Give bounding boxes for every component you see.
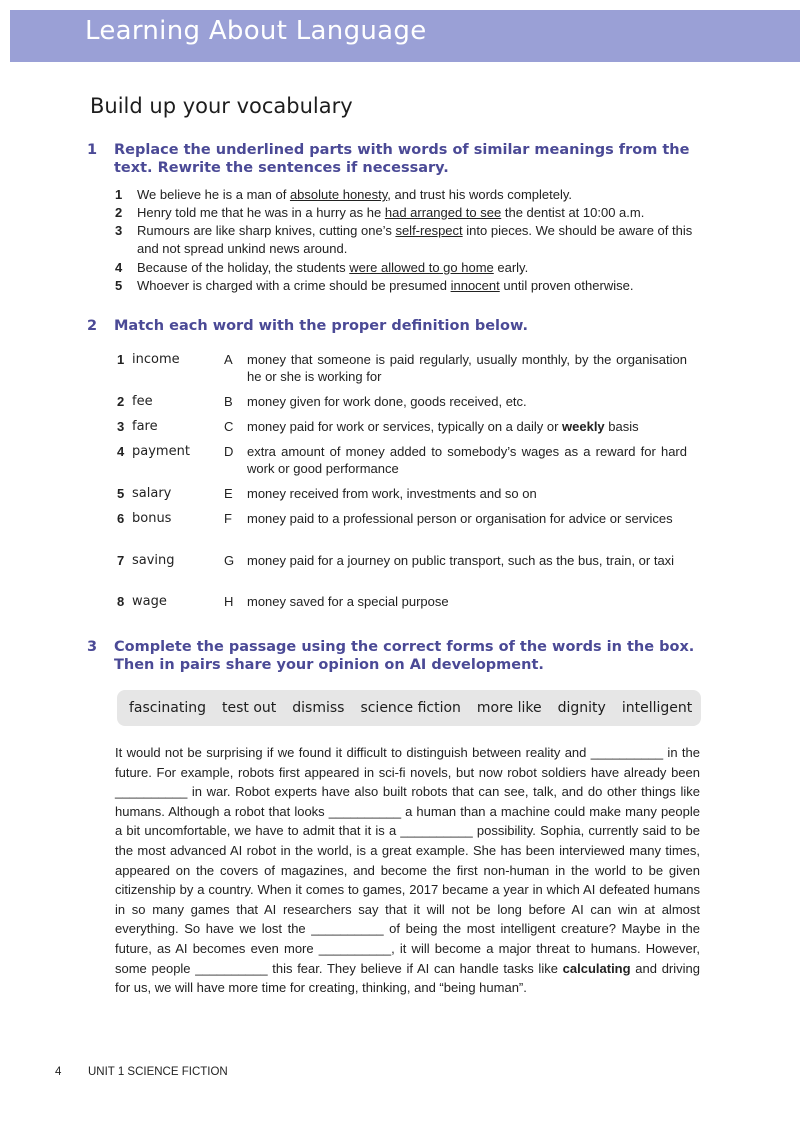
exercise-number: 1 bbox=[87, 142, 98, 158]
list-item bbox=[115, 204, 705, 222]
item-text: into pieces. We should be aware of this and not spread unkind news around. bbox=[137, 223, 693, 256]
item-text: Whoever is charged with a crime should be presumed bbox=[137, 278, 451, 293]
item-text: We believe he is a man of bbox=[137, 187, 290, 202]
box-word: dignity bbox=[557, 700, 606, 716]
item-number: 3 bbox=[115, 223, 123, 238]
match-row bbox=[117, 510, 687, 527]
exercise-2-heading bbox=[87, 317, 707, 335]
match-number: 2 bbox=[117, 394, 125, 409]
match-row bbox=[117, 418, 687, 435]
passage-text: and driving for us, we will have more time for creating, thinking, and “being human”. bbox=[115, 960, 700, 996]
match-letter: H bbox=[224, 594, 234, 609]
match-definition: extra amount of money added to somebody’s wages as a reward for hard work or good performance bbox=[247, 444, 687, 476]
item-text: early. bbox=[493, 260, 529, 275]
box-word: test out bbox=[221, 700, 277, 716]
item-number: 2 bbox=[115, 205, 123, 220]
match-letter: E bbox=[224, 486, 233, 501]
match-row bbox=[117, 485, 687, 502]
page-number: 4 bbox=[55, 1066, 62, 1078]
match-word: payment bbox=[132, 444, 190, 459]
match-letter: D bbox=[224, 444, 234, 459]
exercise-1-heading bbox=[87, 141, 707, 177]
item-text: Because of the holiday, the students bbox=[137, 260, 350, 275]
item-text: the dentist at 10:00 a.m. bbox=[501, 205, 645, 220]
match-word: fee bbox=[132, 394, 153, 409]
item-number: 1 bbox=[115, 187, 123, 202]
box-word: fascinating bbox=[129, 700, 206, 716]
match-number: 7 bbox=[117, 553, 125, 568]
unit-label: UNIT 1 SCIENCE FICTION bbox=[88, 1066, 228, 1078]
exercise-instruction: Replace the underlined parts with words of similar meanings from the text. Rewrite the sentences if necessary. bbox=[114, 142, 690, 176]
item-text: Rumours are like sharp knives, cutting one’s bbox=[137, 223, 396, 238]
match-word: bonus bbox=[132, 511, 172, 526]
item-text: Henry told me that he was in a hurry as he bbox=[137, 205, 385, 220]
passage-bold-word: calculating bbox=[562, 960, 631, 976]
match-row bbox=[117, 552, 687, 569]
match-letter: F bbox=[224, 511, 232, 526]
match-word: wage bbox=[132, 594, 167, 609]
word-box bbox=[117, 690, 701, 726]
box-word: more like bbox=[476, 700, 542, 716]
match-word: fare bbox=[132, 419, 158, 434]
match-row bbox=[117, 443, 687, 477]
match-definition: money that someone is paid regularly, usually monthly, by the organisation he or she is working for bbox=[247, 352, 687, 384]
match-number: 6 bbox=[117, 511, 125, 526]
match-letter: A bbox=[224, 352, 233, 367]
item-text: until proven otherwise. bbox=[499, 278, 634, 293]
exercise-number: 2 bbox=[87, 318, 98, 334]
match-word: income bbox=[132, 352, 180, 367]
match-word: saving bbox=[132, 553, 175, 568]
match-row bbox=[117, 351, 687, 385]
match-letter: G bbox=[224, 553, 235, 568]
match-number: 1 bbox=[117, 352, 125, 367]
match-definition: money saved for a special purpose bbox=[247, 594, 449, 609]
list-item bbox=[115, 277, 705, 295]
match-number: 4 bbox=[117, 444, 125, 459]
match-number: 5 bbox=[117, 486, 125, 501]
match-letter: C bbox=[224, 419, 234, 434]
match-row bbox=[117, 593, 687, 610]
match-definition: money paid for work or services, typically on a daily or weekly basis bbox=[247, 419, 639, 434]
underlined-phrase: were allowed to go home bbox=[349, 260, 494, 275]
exercise-instruction: Complete the passage using the correct forms of the words in the box. Then in pairs share your opinion on AI development. bbox=[114, 639, 695, 673]
list-item bbox=[115, 222, 705, 258]
item-number: 5 bbox=[115, 278, 123, 293]
item-text: , and trust his words completely. bbox=[387, 187, 573, 202]
passage bbox=[115, 743, 700, 998]
box-word: science fiction bbox=[360, 700, 461, 716]
match-definition: money paid for a journey on public transport, such as the bus, train, or taxi bbox=[247, 553, 675, 568]
page-header-title: Learning About Language bbox=[85, 16, 427, 46]
match-word: salary bbox=[132, 486, 172, 501]
section-title: Build up your vocabulary bbox=[90, 94, 353, 118]
match-letter: B bbox=[224, 394, 233, 409]
underlined-phrase: had arranged to see bbox=[384, 205, 502, 220]
match-row bbox=[117, 393, 687, 410]
list-item bbox=[115, 186, 705, 204]
match-definition: money paid to a professional person or organisation for advice or services bbox=[247, 511, 673, 526]
passage-text: It would not be surprising if we found it difficult to distinguish between reality and __________ in the future. For example, robots first appeared in sci-fi novels, but now robot soldiers have already been __________ in war. Robot experts have also built robots that can see, talk, and do other things like humans. Although a robot that looks __________ a human than a machine could make many people a bit uncomfortable, we have to admit that it is a __________ possibility. Sophia, currently said to be the most advanced AI robot in the world, is a great example. She has been interviewed many times, appeared on the covers of magazines, and become the first non-human in the world to be given citizenship by a country. When it comes to games, 2017 became a year in which AI defeated humans in so many games that AI researchers say that it will not be long before AI can win at almost everything. So have we lost the __________ of being the most intelligent creature? Maybe in the future, as AI becomes even more __________, it will become a major threat to humans. However, some people __________ this fear. They believe if AI can handle tasks like bbox=[115, 745, 700, 976]
list-item bbox=[115, 259, 705, 277]
match-number: 8 bbox=[117, 594, 125, 609]
underlined-phrase: self-respect bbox=[395, 223, 463, 238]
match-number: 3 bbox=[117, 419, 125, 434]
match-definition: money given for work done, goods received, etc. bbox=[247, 394, 527, 409]
exercise-number: 3 bbox=[87, 639, 98, 655]
match-definition: money received from work, investments and so on bbox=[247, 486, 537, 501]
box-word: intelligent bbox=[621, 700, 693, 716]
exercise-3-heading bbox=[87, 638, 707, 674]
exercise-instruction: Match each word with the proper definition below. bbox=[114, 318, 528, 334]
underlined-phrase: innocent bbox=[450, 278, 500, 293]
box-word: dismiss bbox=[292, 700, 345, 716]
item-number: 4 bbox=[115, 260, 123, 275]
underlined-phrase: absolute honesty bbox=[289, 187, 388, 202]
